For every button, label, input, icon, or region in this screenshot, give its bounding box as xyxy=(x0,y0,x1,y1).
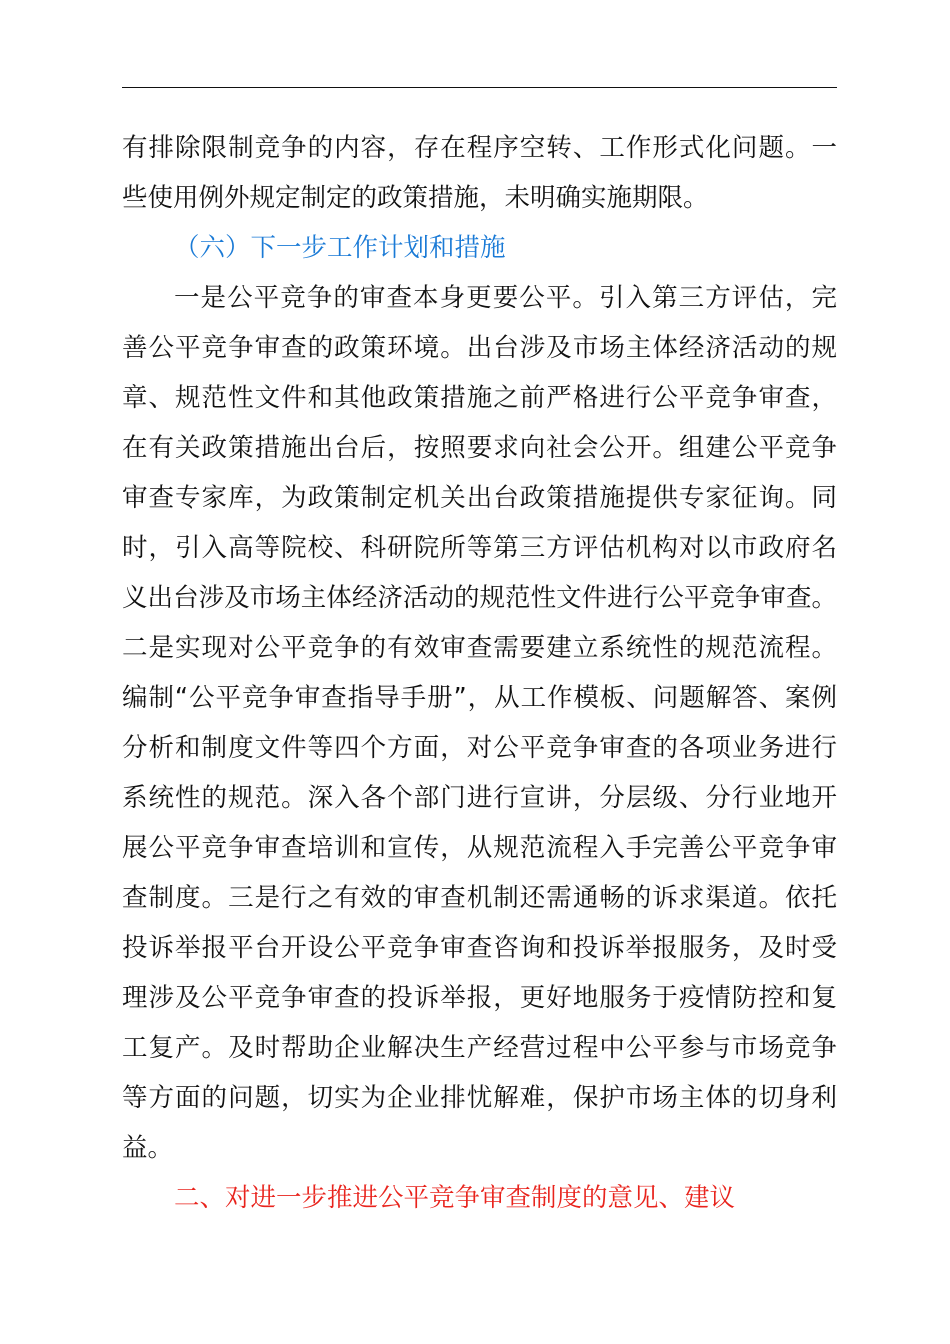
body-text-line: 些使用例外规定制定的政策措施，未明确实施期限。 xyxy=(122,183,709,213)
body-text-line: 编制“公平竞争审查指导手册”，从工作模板、问题解答、案例 xyxy=(122,683,837,713)
body-text-line: 系统性的规范。深入各个部门进行宣讲，分层级、分行业地开 xyxy=(122,783,837,813)
body-text-line: 审查专家库，为政策制定机关出台政策措施提供专家征询。同 xyxy=(122,483,837,513)
header-rule xyxy=(122,87,837,88)
body-text-line: 在有关政策措施出台后，按照要求向社会公开。组建公平竞争 xyxy=(122,433,837,463)
body-text-line: 二是实现对公平竞争的有效审查需要建立系统性的规范流程。 xyxy=(122,633,837,663)
section-heading: 二、对进一步推进公平竞争审查制度的意见、建议 xyxy=(174,1183,736,1213)
body-text-line: 一是公平竞争的审查本身更要公平。引入第三方评估，完 xyxy=(174,283,837,313)
body-text-line: 分析和制度文件等四个方面，对公平竞争审查的各项业务进行 xyxy=(122,733,837,763)
body-text-line: 查制度。三是行之有效的审查机制还需通畅的诉求渠道。依托 xyxy=(122,883,837,913)
body-text-line: 工复产。及时帮助企业解决生产经营过程中公平参与市场竞争 xyxy=(122,1033,837,1063)
body-text-line: 时，引入高等院校、科研院所等第三方评估机构对以市政府名 xyxy=(122,533,837,563)
body-text-line: 善公平竞争审查的政策环境。出台涉及市场主体经济活动的规 xyxy=(122,333,837,363)
body-text-line: 等方面的问题，切实为企业排忧解难，保护市场主体的切身利 xyxy=(122,1083,837,1113)
body-text-line: 益。 xyxy=(122,1133,174,1163)
body-text-line: 投诉举报平台开设公平竞争审查咨询和投诉举报服务，及时受 xyxy=(122,933,837,963)
body-text-line: 展公平竞争审查培训和宣传，从规范流程入手完善公平竞争审 xyxy=(122,833,837,863)
body-text-line: 义出台涉及市场主体经济活动的规范性文件进行公平竞争审查。 xyxy=(122,583,837,613)
body-text-line: 章、规范性文件和其他政策措施之前严格进行公平竞争审查， xyxy=(122,383,837,413)
body-text-line: 有排除限制竞争的内容，存在程序空转、工作形式化问题。一 xyxy=(122,133,837,163)
body-text-line: 理涉及公平竞争审查的投诉举报，更好地服务于疫情防控和复 xyxy=(122,983,837,1013)
subheading-next-steps: （六）下一步工作计划和措施 xyxy=(174,233,506,263)
